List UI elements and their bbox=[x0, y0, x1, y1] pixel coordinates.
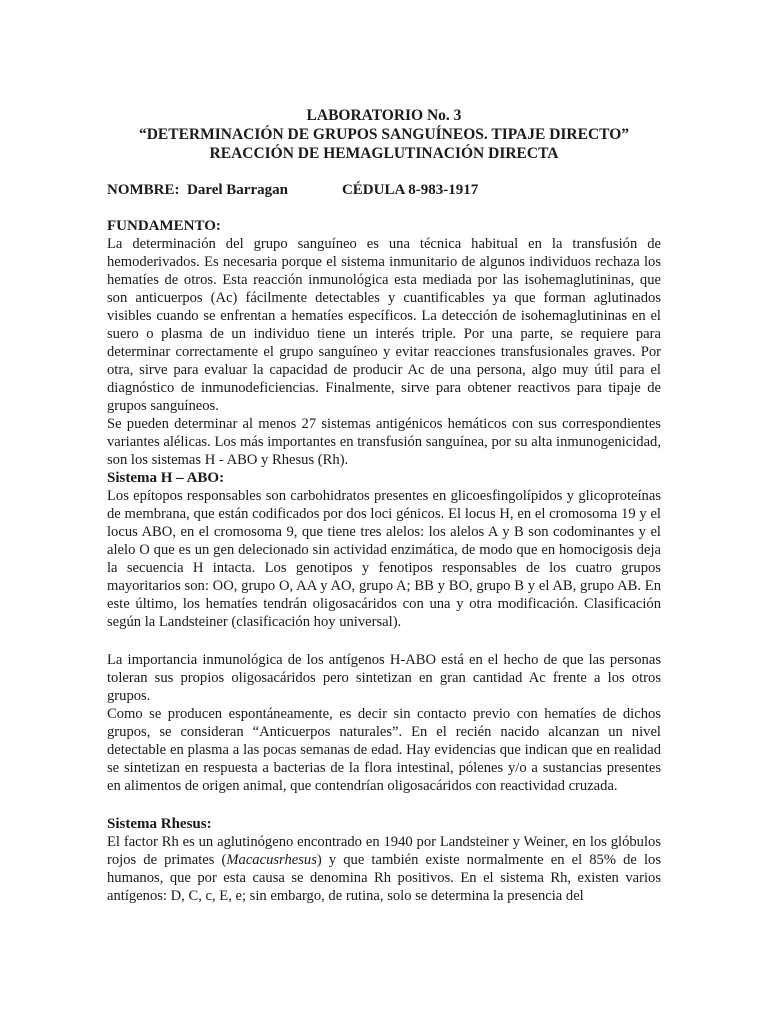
sistema-h-abo-heading: Sistema H – ABO: bbox=[107, 470, 225, 486]
student-name: Darel Barragan bbox=[187, 182, 288, 198]
fundamento-paragraph-2: Se pueden determinar al menos 27 sistemas antigénicos hemáticos con sus correspondientes variantes alélicas. Los más importantes en transfusión sanguínea, por su alta inmunogenicidad, son los sistemas H - ABO y Rhesus (Rh). bbox=[107, 416, 661, 468]
sistema-h-abo-paragraph-2: La importancia inmunológica de los antígenos H-ABO está en el hecho de que las personas toleran sus propios oligosacáridos pero sintetizan en gran cantidad Ac frente a los otros grupos. bbox=[107, 652, 661, 704]
sistema-rhesus-paragraph-1 bbox=[107, 833, 661, 905]
lab-title: “DETERMINACIÓN DE GRUPOS SANGUÍNEOS. TIPAJE DIRECTO” bbox=[138, 126, 630, 143]
sistema-h-abo-paragraph-1: Los epítopos responsables son carbohidratos presentes en glicoesfingolípidos y glicoproteínas de membrana, que están codificados por dos loci génicos. El locus H, en el cromosoma 19 y el locus ABO, en el cromosoma 9, que tiene tres alelos: los alelos A y B son codominantes y el alelo O que es un gen delecionado sin actividad enzimática, de modo que en homocigosis deja la secuencia H intacta. Los genotipos y fenotipos responsables de los cuatro grupos mayoritarios son: OO, grupo O, AA y AO, grupo A; BB y BO, grupo B y el AB, grupo AB. En este último, los hematíes tendrán oligosacáridos con una y otra modificación. Clasificación según la Landsteiner (clasificación hoy universal). bbox=[107, 488, 661, 630]
student-info bbox=[107, 181, 661, 199]
rhesus-text-after: ) y que también existe normalmente en el 85% de los humanos, que por esta causa se denomina Rh positivos. En el sistema Rh, existen varios antígenos: D, C, c, E, e; sin embargo, de rutina, solo se determina la presencia del bbox=[107, 852, 661, 904]
sistema-h-abo-paragraph-3: Como se producen espontáneamente, es decir sin contacto previo con hematíes de dichos grupos, se consideran “Anticuerpos naturales”. En el recién nacido alcanzan un nivel detectable en plasma a las pocas semanas de edad. Hay evidencias que indican que en realidad se sintetizan en respuesta a bacterias de la flora intestinal, pólenes y/o a sustancias presentes en alimentos de origen animal, que contendrían oligosacáridos con reactividad cruzada. bbox=[107, 706, 661, 794]
student-id: 8-983-1917 bbox=[408, 182, 479, 198]
rhesus-species-name: Macacusrhesus bbox=[226, 852, 317, 868]
sistema-rhesus-heading: Sistema Rhesus: bbox=[107, 816, 212, 832]
document-page bbox=[107, 106, 661, 905]
lab-subtitle: REACCIÓN DE HEMAGLUTINACIÓN DIRECTA bbox=[209, 145, 559, 162]
name-label: NOMBRE: bbox=[107, 182, 180, 198]
id-label: CÉDULA bbox=[341, 182, 405, 198]
document-title bbox=[107, 106, 661, 163]
fundamento-paragraph-1: La determinación del grupo sanguíneo es una técnica habitual en la transfusión de hemoderivados. Es necesaria porque el sistema inmunitario de algunos individuos rechaza los hematíes de otros. Esta reacción inmunológica esta mediada por las isohemaglutininas, que son anticuerpos (Ac) fácilmente detectables y cuantificables ya que forman aglutinados visibles cuando se enfrentan a hematíes específicos. La detección de isohemaglutininas en el suero o plasma de un individuo tiene un interés triple. Por una parte, se requiere para determinar correctamente el grupo sanguíneo y evitar reacciones transfusionales graves. Por otra, sirve para evaluar la capacidad de producir Ac de una persona, algo muy útil para el diagnóstico de inmunodeficiencias. Finalmente, sirve para obtener reactivos para tipaje de grupos sanguíneos. bbox=[107, 236, 661, 414]
rhesus-text-before: El factor Rh es un aglutinógeno encontrado en 1940 por Landsteiner y Weiner, en los glóbulos rojos de primates ( bbox=[107, 834, 661, 868]
fundamento-heading: FUNDAMENTO: bbox=[107, 218, 221, 234]
lab-number: LABORATORIO No. 3 bbox=[306, 107, 462, 124]
